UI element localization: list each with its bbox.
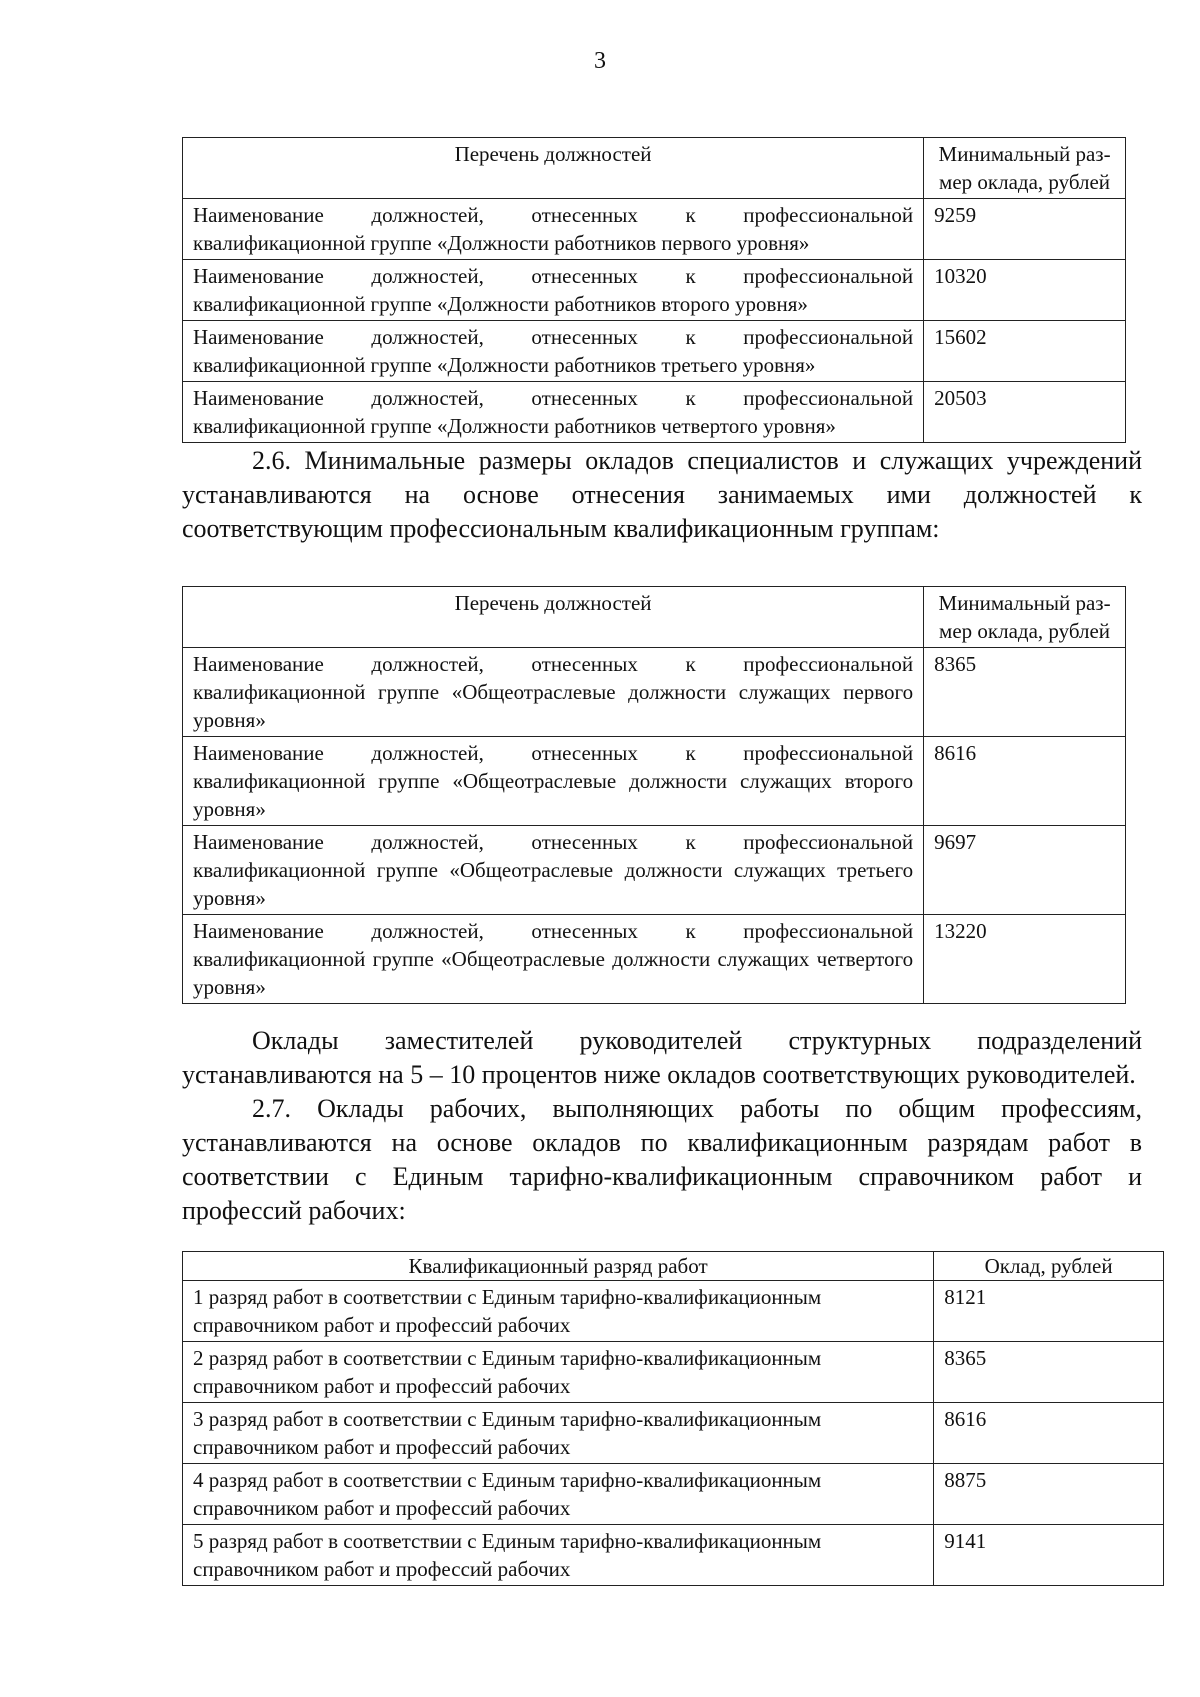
column-header: Квалификационный разряд работ	[183, 1252, 934, 1281]
position-cell: Наименование должностей, отнесенных к профессиональной квалификационной группе «Должности работников второго уровня»	[183, 260, 924, 321]
table-row	[183, 648, 1126, 737]
table-row	[183, 260, 1126, 321]
position-cell: Наименование должностей, отнесенных к профессиональной квалификационной группе «Должности работников третьего уровня»	[183, 321, 924, 382]
column-header: Минимальный раз-мер оклада, рублей	[924, 138, 1126, 199]
salary-cell: 9697	[924, 826, 1126, 915]
paragraph-2-7: 2.7. Оклады рабочих, выполняющих работы по общим профессиям, устанавливаются на основе окладов по квалификационным разрядам работ в соответствии с Единым тарифно-квалификационным справочником работ и профессий рабочих:	[182, 1094, 1142, 1225]
salary-cell: 15602	[924, 321, 1126, 382]
position-cell: Наименование должностей, отнесенных к профессиональной квалификационной группе «Должности работников первого уровня»	[183, 199, 924, 260]
column-header: Минимальный раз-мер оклада, рублей	[924, 587, 1126, 648]
position-cell: Наименование должностей, отнесенных к профессиональной квалификационной группе «Общеотраслевые должности служащих первого уровня»	[183, 648, 924, 737]
salary-table-workers	[182, 137, 1126, 443]
position-cell: Наименование должностей, отнесенных к профессиональной квалификационной группе «Должности работников четвертого уровня»	[183, 382, 924, 443]
column-header: Оклад, рублей	[934, 1252, 1164, 1281]
salary-cell: 13220	[924, 915, 1126, 1004]
salary-cell: 8875	[934, 1464, 1164, 1525]
table-row	[183, 826, 1126, 915]
grade-cell: 2 разряд работ в соответствии с Единым тарифно-квалификационным справочником работ и профессий рабочих	[183, 1342, 934, 1403]
table-row	[183, 1281, 1164, 1342]
table-row	[183, 1464, 1164, 1525]
position-cell: Наименование должностей, отнесенных к профессиональной квалификационной группе «Общеотраслевые должности служащих второго уровня»	[183, 737, 924, 826]
table-header-row	[183, 138, 1126, 199]
table-row	[183, 1525, 1164, 1586]
table-row	[183, 199, 1126, 260]
salary-cell: 9259	[924, 199, 1126, 260]
column-header: Перечень должностей	[183, 587, 924, 648]
table-row	[183, 1403, 1164, 1464]
salary-cell: 8365	[934, 1342, 1164, 1403]
table-row	[183, 321, 1126, 382]
table-row	[183, 382, 1126, 443]
salary-cell: 9141	[934, 1525, 1164, 1586]
salary-cell: 8616	[934, 1403, 1164, 1464]
salary-cell: 20503	[924, 382, 1126, 443]
column-header: Перечень должностей	[183, 138, 924, 199]
position-cell: Наименование должностей, отнесенных к профессиональной квалификационной группе «Общеотраслевые должности служащих третьего уровня»	[183, 826, 924, 915]
salary-table-employees	[182, 586, 1126, 1004]
grade-cell: 4 разряд работ в соответствии с Единым тарифно-квалификационным справочником работ и профессий рабочих	[183, 1464, 934, 1525]
paragraph-2-6: 2.6. Минимальные размеры окладов специалистов и служащих учреждений устанавливаются на основе отнесения занимаемых ими должностей к соответствующим профессиональным квалификационным группам:	[182, 446, 1142, 543]
table-row	[183, 915, 1126, 1004]
grade-cell: 1 разряд работ в соответствии с Единым тарифно-квалификационным справочником работ и профессий рабочих	[183, 1281, 934, 1342]
salary-table-workers-grades	[182, 1251, 1164, 1586]
grade-cell: 3 разряд работ в соответствии с Единым тарифно-квалификационным справочником работ и профессий рабочих	[183, 1403, 934, 1464]
paragraph-deputies: Оклады заместителей руководителей структурных подразделений устанавливаются на 5 – 10 процентов ниже окладов соответствующих руководителей.	[182, 1026, 1142, 1089]
salary-cell: 8616	[924, 737, 1126, 826]
table-row	[183, 1342, 1164, 1403]
salary-cell: 10320	[924, 260, 1126, 321]
salary-cell: 8121	[934, 1281, 1164, 1342]
table-header-row	[183, 587, 1126, 648]
salary-cell: 8365	[924, 648, 1126, 737]
page-number: 3	[594, 48, 606, 74]
table-row	[183, 737, 1126, 826]
position-cell: Наименование должностей, отнесенных к профессиональной квалификационной группе «Общеотраслевые должности служащих четвертого уровня»	[183, 915, 924, 1004]
grade-cell: 5 разряд работ в соответствии с Единым тарифно-квалификационным справочником работ и профессий рабочих	[183, 1525, 934, 1586]
table-header-row	[183, 1252, 1164, 1281]
